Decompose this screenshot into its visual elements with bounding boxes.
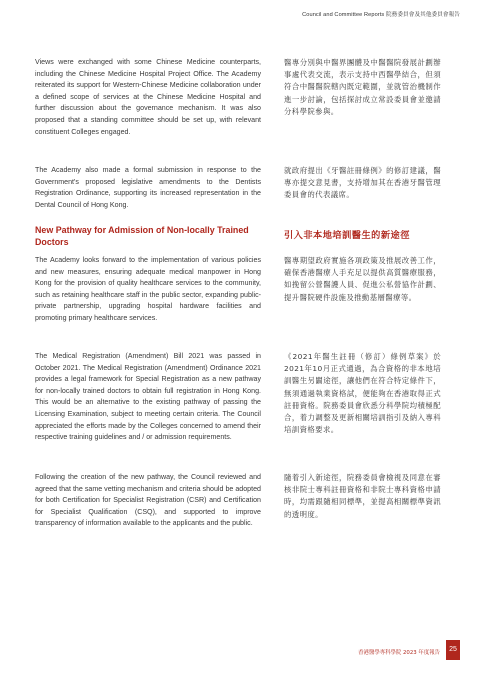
- chinese-paragraph-4: 《2021年醫生註冊（修訂）條例草案》於2021年10月正式通過，為合資格的非本地培訓醫生另闢途徑，讓他們在符合特定條件下，無須通過執業資格試，便能夠在香港取得正式註冊資格。院務委員會欣悉分科學院均積極配合，着力調整及更新相關培訓指引及納入專科培訓資格要求。: [284, 352, 441, 435]
- footer-publication-title: 香港醫學專科學院 2023 年度報告: [358, 650, 440, 656]
- section-heading-zh: 引入非本地培訓醫生的新途徑: [284, 230, 410, 241]
- english-paragraph-2: The Academy also made a formal submission in response to the Government's proposed legislative amendments to the Dentists Registration Ordinance, supporting its increased representation in the Dental Council of Hong Kong.: [35, 166, 261, 209]
- chinese-paragraph-2: 就政府提出《牙醫註冊條例》的修訂建議，醫專亦提交意見書，支持增加其在香港牙醫管理委員會的代表議席。: [284, 166, 441, 200]
- running-header: Council and Committee Reports 院務委員會及其他委員會報告: [302, 12, 460, 18]
- english-paragraph-4: The Medical Registration (Amendment) Bill 2021 was passed in October 2021. The Medical Registration (Amendment) Ordinance 2021 provides a legal framework for Special Registration as a new pathway for non-locally trained doctors to obtain full registration in Hong Kong. This would be an alternative to the existing pathway of passing the Licensing Examination, subject to meeting certain criteria. The Council appreciated the efforts made by the Colleges concerned to amend their respective training guidelines and / or admission requirements.: [35, 352, 261, 442]
- english-paragraph-3: The Academy looks forward to the implementation of various policies and new measures, ensuring adequate medical manpower in Hong Kong for the provision of quality healthcare services to the community, such as retaining healthcare staff in the public sector, expanding public-private partnership, upgrading hospital hardware facilities and promoting primary healthcare services.: [35, 256, 261, 322]
- page-number-tab: 25: [446, 640, 460, 660]
- chinese-paragraph-1: 醫專分別與中醫界團體及中醫醫院發展計劃辦事處代表交流，表示支持中西醫學結合，但須符合中醫醫院轄內既定範圍，並就管治機制作進一步討論，包括探討成立常設委員會並邀請分科學院參與。: [284, 58, 441, 116]
- english-paragraph-1: Views were exchanged with some Chinese Medicine counterparts, including the Chinese Medicine Hospital Project Office. The Academy reiterated its support for Western-Chinese Medicine collaboration under a defined scope of services at the Chinese Medicine Hospital and further discussion about the governance mechanism. It was also proposed that a standing committee should be set up, with relevant constituent Colleges engaged.: [35, 58, 261, 136]
- english-paragraph-5: Following the creation of the new pathway, the Council reviewed and agreed that the same vetting mechanism and criteria should be adopted for both Certification for Specialist Registration (CSR) and Certification for Specialist Qualification (CSQ), and supported to improve transparency of information available to the applicants and the public.: [35, 473, 261, 528]
- section-heading-en: New Pathway for Admission of Non-locally Trained Doctors: [35, 225, 249, 247]
- chinese-paragraph-3: 醫專期望政府實施各項政策及推展改善工作，確保香港醫療人手充足以提供高質醫療服務，如挽留公營醫護人員、促進公私營協作計劃、提升醫院硬件設施及推動基層醫療等。: [284, 256, 441, 302]
- chinese-paragraph-5: 隨着引入新途徑，院務委員會檢視及同意在審核非院士專科註冊資格和非院士專科資格申請時，均需跟隨相同標準，並提高相關標準資訊的透明度。: [284, 473, 441, 519]
